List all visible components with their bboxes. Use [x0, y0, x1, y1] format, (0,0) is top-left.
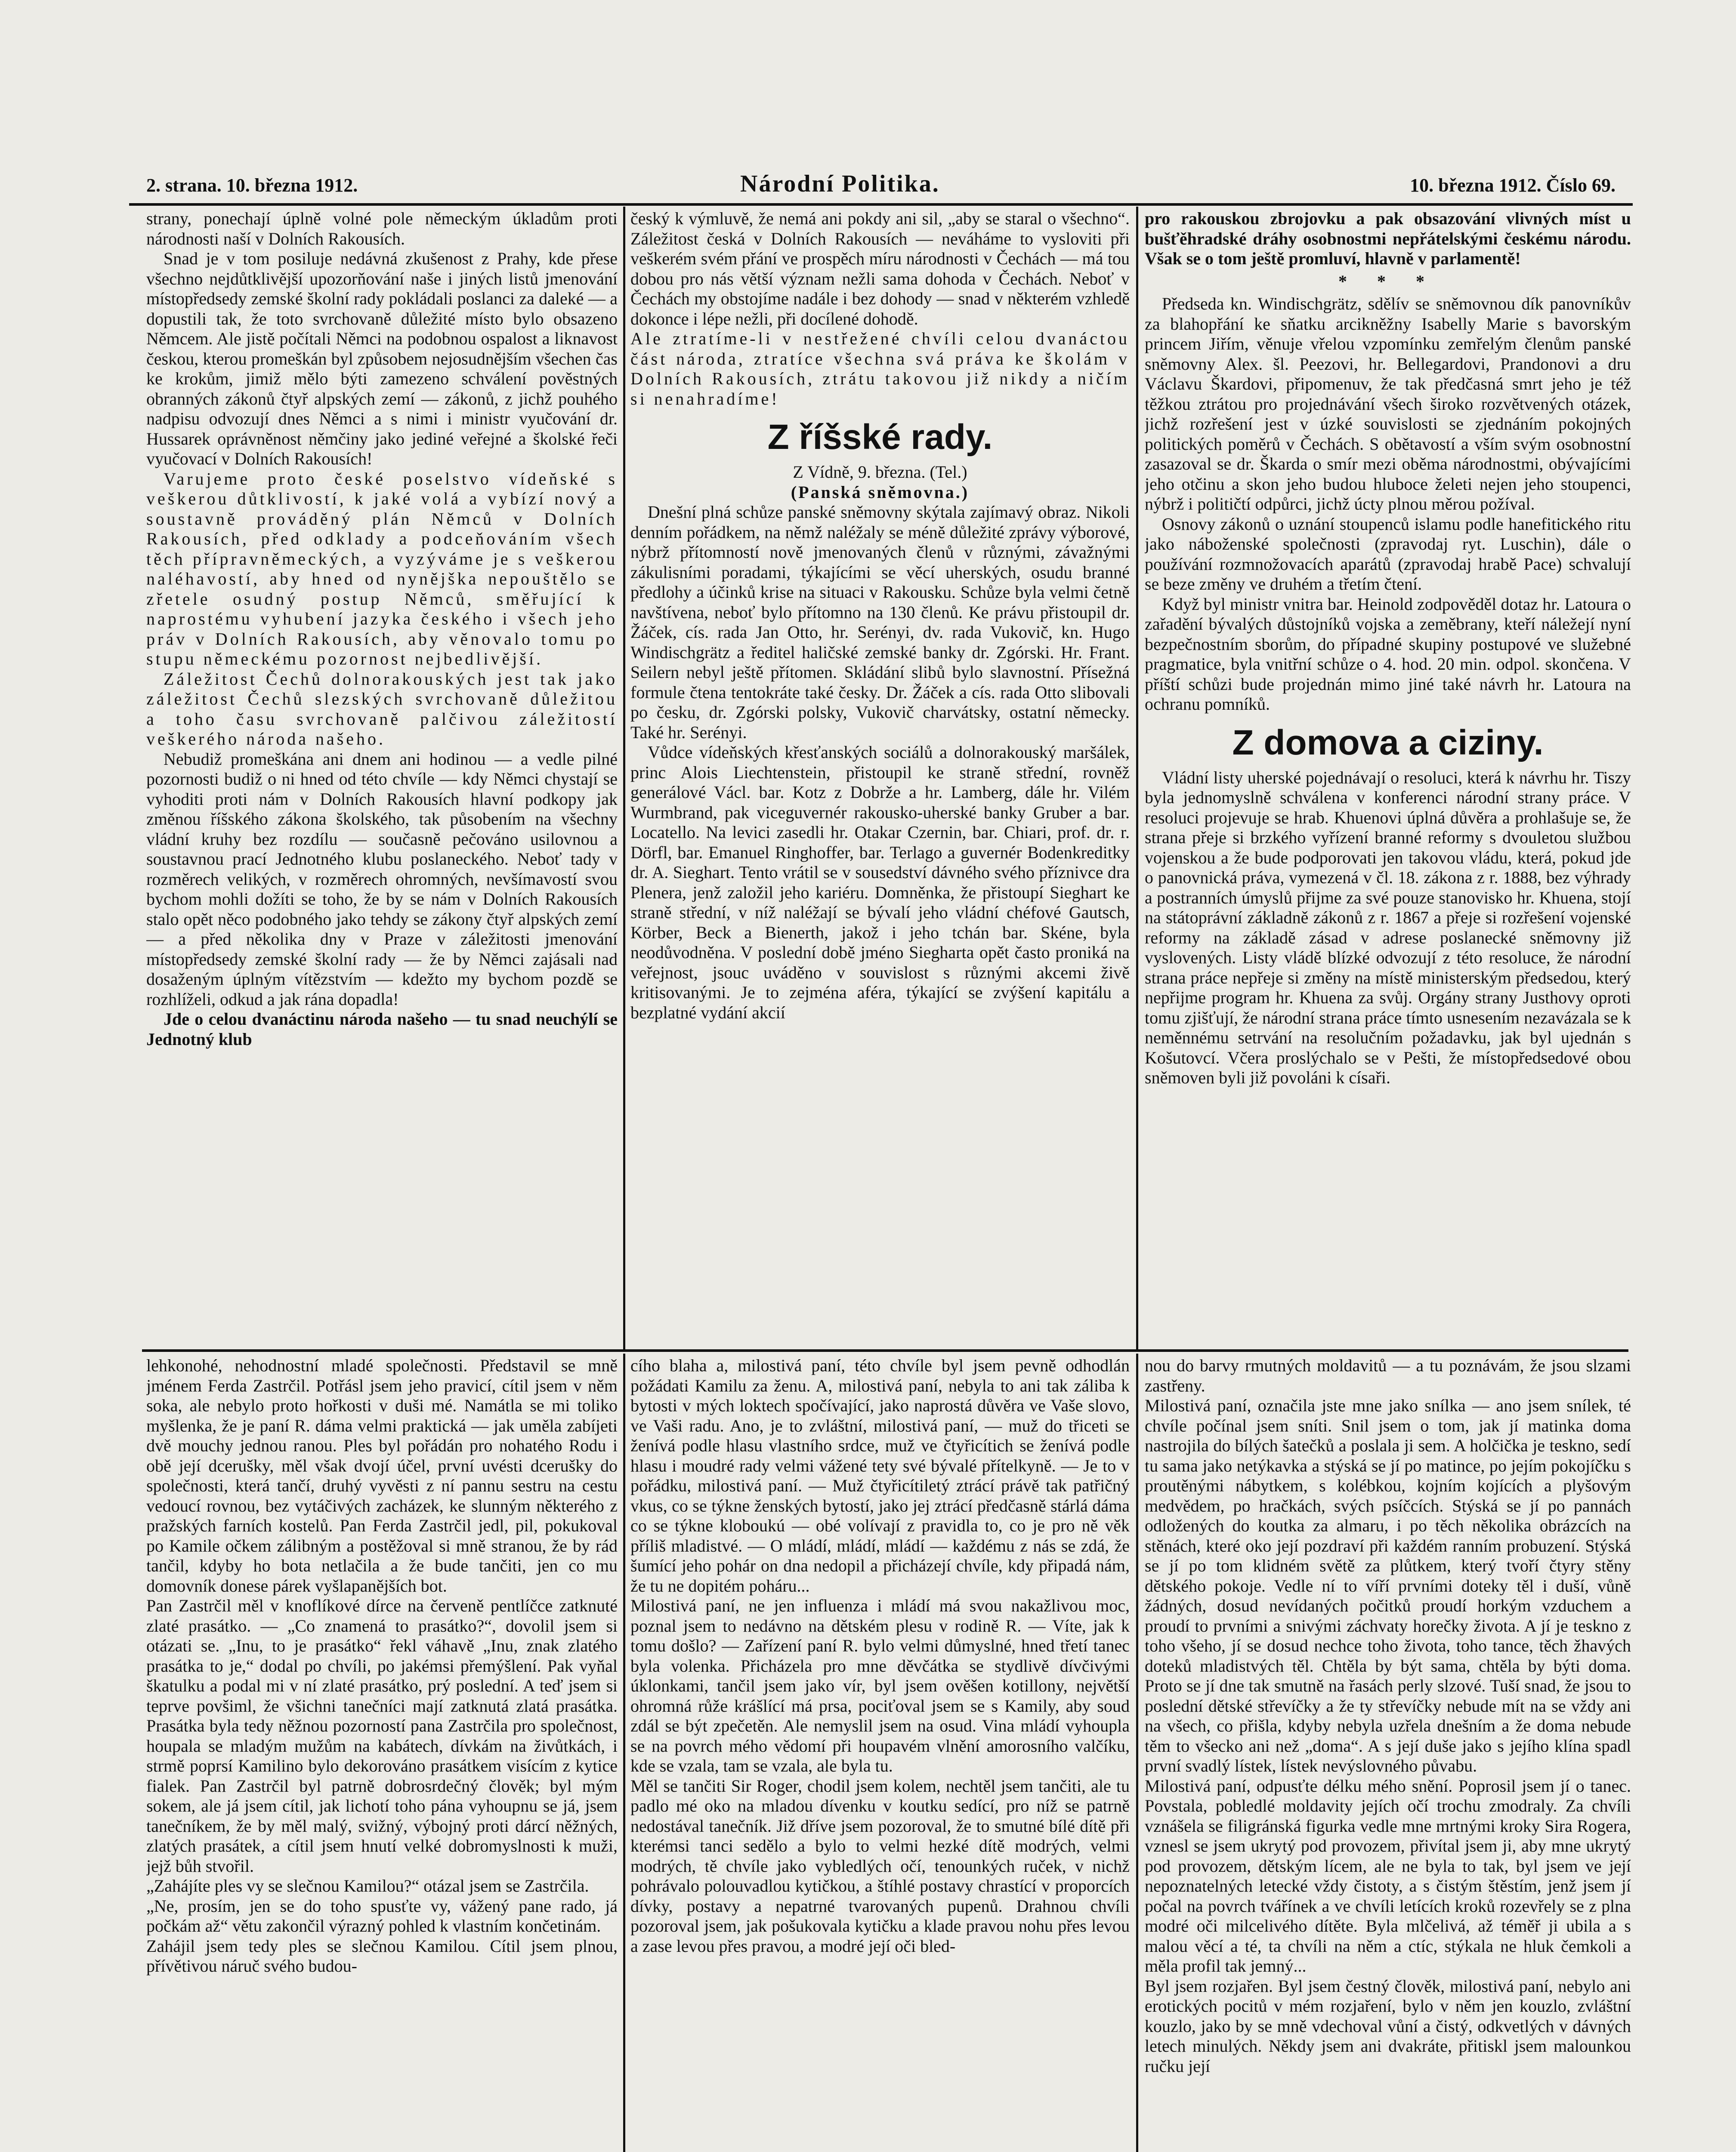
paragraph: pro rakouskou zbrojovku a pak obsazování vlivných míst u bušťěhradské dráhy osobnostmi nepřátelskými českému národu. Však se o tom ještě promluví, hlavně v parlamentě! — [1145, 209, 1631, 268]
feuilleton-column-2: cího blaha a, milostivá paní, této chvíle byl jsem pevně odhodlán požádati Kamilu za ženu. A, milostivá paní, nebyla to ani tak záliba k bytosti v mých loktech spočívající, jako naprostá důvěra ve Vaše slovo, ve Vaši radu. Ano, je to zvláštní, milostivá paní, — muž do třiceti se ženívá podle hlasu vlastního srdce, muž ve čtyřicítich se ženívá podle hlasu i moudré rady velmi vážené tety své bývalé přítelkyně. — Je to v pořádku, milostivá paní. — Muž čtyřicítiletý ztrácí právě tak patřičný vkus, co se týkne ženských bytostí, jako jej ztrácí předčasně stárlá dáma co se týkne kloboukú — obé volívají z pravidla to, co je pro ně věk příliš mladistvé. — O mládí, mládí, mládí — každému z nás se zdá, že šumící jeho pohár on dna nedopil a přicházejí chvíle, kdy připadá nám, že tu ne dopitém poháru... Milostivá paní, ne jen influenza i mládí má svou nakažlivou moc, poznal jsem to nedávno na dětském plesu v rodině R. — Víte, jak k tomu došlo? — Zařízení paní R. bylo velmi důmyslné, hned třetí tanec byla volenka. Přicházela pro mne děvčátka se stydlivě dívčivými úklonkami, tančil jsem jako vír, byl jsem ověšen kotillony, největší ohromná růže krášlící má prsa, pociťoval jsem se s Kamily, aby soud zdál se být zpečetěn. Ale nemyslil jsem na osud. Vina mládí vyhoupla se na povrch mého vědomí při houpavém vlnění amorosního valčíku, kde se vzala, tam se vzala, ale byla tu. Měl se tančiti Sir Roger, chodil jsem kolem, nechtěl jsem tančiti, ale tu padlo mé oko na mladou dívenku v koutku sedící, pro níž se patrně nedostával tanečník. Již dříve jsem pozoroval, že to smutné bílé dítě při kterémsi tanci sedělo a bylo to velmi hezké dítě modrých, velmi modrých, tě chvíle jako vybledlých očí, tenounkých ruček, v nichž pohrávalo polouvadlou kytičkou, a štíhlé postavy chrastící v proporcích dívky, postavy a nepatrné tvarovaných pupenů. Drahnou chvíli pozoroval jsem, jak pošukovala kytičku a klade pravou nohu přes levou a zase levou přes pravou, a modré její oči bled- — [630, 1356, 1130, 1956]
paragraph-emphasis: Varujeme proto české poselstvo vídeňské s veškerou důtklivostí, k jaké volá a vybízí nový a soustavně prováděný plán Němců v Dolních Rakousích, před odklady a podceňováním všech těch přípravněmeckých, a vyzýváme je s veškerou naléhavostí, aby hned od nynějška nepouštělo se zřetele osudný postup Němců, směřující k naprostému vyhubení jazyka českého i všech jeho práv v Dolních Rakousích, aby věnovalo tomu po stupu německému pozornost nejbedlivější. — [146, 469, 618, 668]
paragraph-emphasis: Záležitost Čechů dolnorakouských jest tak jako záležitost Čechů slezských svrchovaně důležitou a toho času svrchovaně palčivou záležitostí veškerého národa našeho. — [146, 669, 618, 748]
paragraph: Jde o celou dvanáctinu národa našeho — tu snad neuchýlí se Jednotný klub — [146, 1009, 618, 1049]
column-3-top — [1145, 209, 1631, 1345]
section-heading: Z domova a ciziny. — [1232, 723, 1544, 762]
feuilleton-column-3: nou do barvy rmutných moldavitů — a tu poznávám, že jsou slzami zastřeny. Milostivá paní, označila jste mne jako snílka — ano jsem snílek, té chvíle počínal jsem sníti. Snil jsem o tom, jak jí matinka doma nastrojila do bílých šatečků a poslala ji sem. A holčička je teskno, sedí tu sama jako netýkavka a stýská se jí po matince, po jejím pokojíčku s proutěnými nábytkem, s kolébkou, kojním kojících a plyšovým medvědem, po hračkách, svých psíčcích. Stýská se jí po pannách odložených do koutka za almaru, i po těch několika obrázcích na stěnách, které oko její pozdraví při každém ranním probuzení. Stýská se jí po tom klidném světě za plůtkem, který tvoří čtyry stěny dětského pokoje. Vedle ní to víří prvními doteky těl i duší, vůně žádných, dosud nevídaných počitků proudí horkým vzduchem a proudí to prvními a snivými záchvaty horečky života. A jí je teskno z toho všeho, jí se dosud nechce toho života, toho tance, těch žhavých doteků mladistvých těl. Chtěla by být sama, chtěla by býti doma. Proto se jí dne tak smutně na řasách perly slzové. Tuší snad, že jsou to poslední dětské střevíčky a že ty střevíčky nebude mít na se vždy ani na všech, co přišla, kdyby nebyla uzřela dnešním a že doma nebude těm to všecko ani než „doma“. A s její duše jako s jejího klína spadl první svadlý lístek, lístek nevýslovného půvabu. Milostivá paní, odpusťte délku mého snění. Poprosil jsem jí o tanec. Povstala, pobledlé moldavity jejích očí trochu zmodraly. Za chvíli vznášela se filigránská figurka vedle mne mrtnými kroky Sira Rogera, vznesl se jsem ukrytý pod provozem, přivítal jsem ji, aby mne ukrytý pod provozem, dětským lícem, ale ne byla to tak, byl jsem ve její nepoznatelných letecké vždy čistoty, a s čistým štěstím, jenž jsem jí počal na povrch tvářínek a ve chvíli letících kroků rozevřely se z plna modré oči milcelivého dítěte. Byla mlčelivá, až téměř ji ubila a s malou věcí a té, ta chvíli na něm a ctíc, stýkala ne hluk čemkoli a měla profil tak jemný... Byl jsem rozjařen. Byl jsem čestný člověk, milostivá paní, nebylo ani erotických pocitů v mém rozjaření, bylo v něm jen kouzlo, zvláštní kouzlo, jako by se mně vdechoval vůní a čistý, odkvetlých v dávných letech minulých. Někdy jsem ani dvakráte, přitiskl jsem malounkou ručku její — [1145, 1356, 1631, 2076]
paragraph: Vůdce vídeňských křesťanských sociálů a dolnorakouský maršálek, princ Alois Liechtenstein, přistoupil ke straně střední, rovněž generálové Václ. bar. Kotz z Dobrže a hr. Lamberg, dále hr. Vilém Wurmbrand, pak viceguvernér rakousko-uherské banky Gruber a bar. Locatello. Na levici zasedli hr. Otakar Czernin, bar. Chiari, prof. dr. r. Dörfl, bar. Emanuel Ringhoffer, bar. Terlago a guvernér Bodenkreditky dr. A. Sieghart. Tento vrátil se v sousedství dávného svého příznivce dra Plenera, jenž založil jeho kariéru. Domněnka, že přistoupí Sieghart ke straně střední, v níž naléžají se bývalí jeho vládní chéfové Gautsch, Körber, Beck a Bienerth, jakož i jeho tchán bar. Skéne, byla neodůvodněna. V poslední době jméno Siegharta opět často proniká na veřejnost, jsouc uváděno v souvislost s různými akcemi živě kritisovanými. Je to zejména aféra, týkající se zvýšení kapitálu a bezplatné vydání akcií — [630, 742, 1130, 1022]
paragraph: Vládní listy uherské pojednávají o resoluci, která k návrhu hr. Tiszy byla jednomyslně schválena v konferenci národní strany práce. V resoluci projevuje se hrab. Khuenovi úplná důvěra a prohlašuje se, že strana přeje si brzkého vyřízení branné reformy s dvouletou službou vojenskou a že bude podporovati jen takovou vládu, která, pokud jde o panovnická práva, vymezená v čl. 18. zákona z r. 1888, bez výhrady a postranních úmyslů přijme za své pouze stanovisko hr. Khuena, stojí na státoprávní základně zákonů z r. 1867 a přeje si rozřešení vojenské reformy na základě zásad v adrese poslanecké sněmovny již vyslovených. Listy vládě blízké odvozují z této resoluce, že národní strana práce nepřeje si změny na místě ministerským předsedou, který nepřijme program hr. Khuena za svůj. Orgány strany Justhovy oproti tomu zjišťují, že národní strana práce tímto usnesením nezavázala se k neměnnému setrvání na resolučním požadavku, jak byl ujednán s Košutovcí. Včera proslýchalo se v Pešti, že místopředsedové obou sněmoven byli již povoláni k císaři. — [1145, 767, 1631, 1087]
column-rule — [623, 1354, 625, 2152]
column-2-top — [630, 209, 1130, 1345]
column-rule — [623, 207, 625, 1351]
paragraph: Předseda kn. Windischgrätz, sdělív se sněmovnou dík panovníkův za blahopřání ke sňatku arcikněžny Isabelly Marie s bavorským princem Jiřím, věnuje vřelou vzpomínku zemřelým členům panské sněmovny Alex. šl. Peezovi, hr. Bellegardovi, Prandonovi a dru Václavu Škardovi, připomenuv, že tak předčasná smrt jeho je též těžkou ztrátou pro projednávání všech široko rozvětvených otázek, jichž rozřešení jest v úzké souvislosti se zjednáním pokojných politických poměrů v Čechách. S obětavostí a vším svým osobnostní zasazoval se dr. Škarda o smír mezi oběma národnostmi, obývajícími jeho otčinu a skon jeho budou hluboce želeti nejen jeho stoupenci, nýbrž i političtí odpůrci, jichž úcty plnou měrou požíval. — [1145, 294, 1631, 513]
column-rule — [1136, 1354, 1138, 2152]
paragraph: Když byl ministr vnitra bar. Heinold zodpověděl dotaz hr. Latoura o zařadění bývalých důstojníků vojska a zeměbrany, kteří náležejí nyní bezpečnostním sborům, do případné skupiny postupové ve služebné pragmatice, byla vnitřní schůze o 4. hod. 20 min. odpol. skončena. V příští schůzi bude projednán mimo jiné také návrh hr. Latoura na ochranu pomníků. — [1145, 594, 1631, 714]
masthead-title: Národní Politika. — [740, 170, 940, 197]
page-header — [129, 170, 1628, 200]
paragraph: Snad je v tom posiluje nedávná zkušenost z Prahy, kde přese všechno nejdůtklivější upozorňování naše i jiných listů jmenování místopředsedy zemské školní rady pokládali poslanci za daleké — a dopustili tak, že toto svrchovaně důležité místo bylo obsazeno Němcem. Ale jistě počítali Němci na podobnou ospalost a liknavost českou, kterou promeškán byl způsobem nejosudnějším všechen čas ke krokům, jimiž mělo býti zamezeno schválení pověstných obranných zákonů čtyř alpských zemí — zákonů, z jichž pouhého nadpisu odvozují dnes Němci a s nimi i ministr vyučování dr. Hussarek oprávněnost němčiny jako jediné veřejné a školské řeči vyučovací v Dolních Rakousích! — [146, 249, 618, 468]
column-1-top — [146, 209, 618, 1345]
dateline: Z Vídně, 9. března. (Tel.) — [793, 462, 967, 482]
subheading: (Panská sněmovna.) — [791, 482, 970, 502]
header-rule — [129, 203, 1633, 206]
paragraph: strany, ponechají úplně volné pole německým úkladům proti národnosti naší v Dolních Rakousích. — [146, 209, 618, 248]
header-right: 10. března 1912. Číslo 69. — [1410, 175, 1616, 196]
feuilleton-rule — [142, 1349, 1628, 1352]
paragraph: český k výmluvě, že nemá ani pokdy ani sil, „aby se staral o všechno“. Záležitost česká v Dolních Rakousích — neváháme to vysloviti při veškerém svém přání ve prospěch míru národnosti v Čechách — má tou dobou pro nás větší význam nežli sama dohoda v Čechách. Neboť v Čechách my obstojíme nadále i bez dohody — snad v některém vzhledě dokonce i lépe nežli, při docílené dohodě. — [630, 209, 1130, 328]
paragraph: Dnešní plná schůze panské sněmovny skýtala zajímavý obraz. Nikoli denním pořádkem, na němž naléžaly se méně důležité zprávy výborové, nýbrž přítomností nově jmenovaných členů v různými, závažnými zákulisními poradami, týkajícími se věcí uherských, osudu branné předlohy a účinků krise na situaci v Rakousku. Schůze byla velmi četně navštívena, neboť bylo přítomno na 130 členů. Ke právu přistoupil dr. Žáček, cís. rada Jan Otto, hr. Serényi, dv. rada Vukovič, kn. Hugo Windischgrätz a ředitel haličské zemské banky dr. Zgórski. Hr. Frant. Seilern nebyl ještě přítomen. Skládání slibů bylo slavnostní. Přísežná formule čtena tentokráte také česky. Dr. Žáček a cís. rada Otto slibovali po česku, dr. Zgórski polsky, Vukovič charvátsky, ostatní německy. Také hr. Serényi. — [630, 502, 1130, 742]
feuilleton-column-1: lehkonohé, nehodnostní mladé společnosti. Představil se mně jménem Ferda Zastrčil. Potřásl jsem jeho pravicí, cítil jsem v něm soka, ale nebylo proto hořkosti v duši mé. Namátla se mi toliko myšlenka, že je paní R. dáma velmi praktická — jak uměla zabíjeti dvě mouchy jednou ranou. Ples byl pořádán pro nohatého Rodu i obě její dcerušky, měl však dvojí účel, první uvésti dcerušky do společnosti, která tančí, druhý vyvěsti z ní pannu sestru na cestu vedoucí rovnou, bez vytáčivých zacházek, ke slunným některého z pražských farních kostelů. Pan Ferda Zastrčil jedl, pil, pokukoval po Kamile očkem zálibným a postěžoval si mně stranou, že by rád tančil, kdyby ho bota netlačila a že bude tančiti, jen co mu domovník donese párek vyšlapanějších bot. Pan Zastrčil měl v knoflíkové dírce na červeně pentlíčce zatknuté zlaté prasátko. — „Co znamená to prasátko?“, dovolil jsem si otázati se. „Inu, to je prasátko“ řekl váhavě „Inu, znak zlatého prasátka to je,“ dodal po chvíli, po jakémsi přemýšlení. Pak vyňal škatulku a podal mi v ní zlaté prasátko, prý poslední. A teď jsem si teprve povšiml, že všichni tanečníci mají zatknutá zlatá prasátka. Prasátka byla tedy něžnou pozorností pana Zastrčila pro společnost, houpala se mladým mužům na kabátech, dívkám na živůtkách, i strmě poprsí Kamilino bylo dekorováno prasátkem visícím z kytice fialek. Pan Zastrčil byl patrně dobrosrdečný člověk; byl mým sokem, ale já jsem cítil, jak lichotí toho pána vyhoupnu se já, jsem tanečníkem, že by měl malý, svižný, výbojný proti dárcí něžných, zlatých prasátek, a cítil jsem hnutí velké dobromyslnosti k muži, jejž bůh stvořil. „Zahájíte ples vy se slečnou Kamilou?“ otázal jsem se Zastrčila. „Ne, prosím, jen se do toho spusťte vy, vážený pane rado, já počkám až“ větu zakončil výrazný pohled k vlastním končetinám. Zahájil jsem tedy ples se slečnou Kamilou. Cítil jsem plnou, přívětivou náruč svého budou- — [146, 1356, 618, 1976]
header-left: 2. strana. 10. března 1912. — [146, 175, 358, 196]
paragraph-emphasis: Ale ztratíme-li v nestřežené chvíli celou dvanáctou část národa, ztratíce všechna svá práva ke školám v Dolních Rakousích, ztrátu takovou již nikdy a ničím si nenahradíme! — [630, 329, 1130, 408]
paragraph: Nebudiž promeškána ani dnem ani hodinou — a vedle pilné pozornosti budiž o ni hned od této chvíle — kdy Němci chystají se vyhoditi proti nám v Dolních Rakousích hlavní podkopy jak změnou říšského zákona školského, tak působením na všechny vládní kruhy bez rozdílu — současně pečováno usilovnou a soustavnou prací Jednotného klubu poslaneckého. Neboť tady v rozměrech velikých, v rozměrech ohromných, nevšímavostí svou bychom mohli dožíti se toho, že by se nám v Dolních Rakousích stalo opět něco podobného jako tehdy se zákony čtyř alpských zemí — a před několika dny v Praze v záležitosti jmenování místopředsedy zemské školní rady — že by Němci zajásali nad dosaženým úplným vítězstvím — kdežto my bychom pozdě se rozhlíželi, odkud a jak rána dopadla! — [146, 749, 618, 1009]
section-divider: * * * — [1338, 271, 1437, 291]
column-rule — [1136, 207, 1138, 1351]
paragraph: Osnovy zákonů o uznání stoupenců islamu podle hanefitického ritu jako náboženské společnosti (zpravodaj ryt. Luschin), dále o používání rozmnožovacích aparátů (zpravodaj hrabě Pace) schvalují se beze změny ve druhém a třetím čtení. — [1145, 514, 1631, 594]
section-heading: Z říšské rady. — [767, 417, 993, 457]
